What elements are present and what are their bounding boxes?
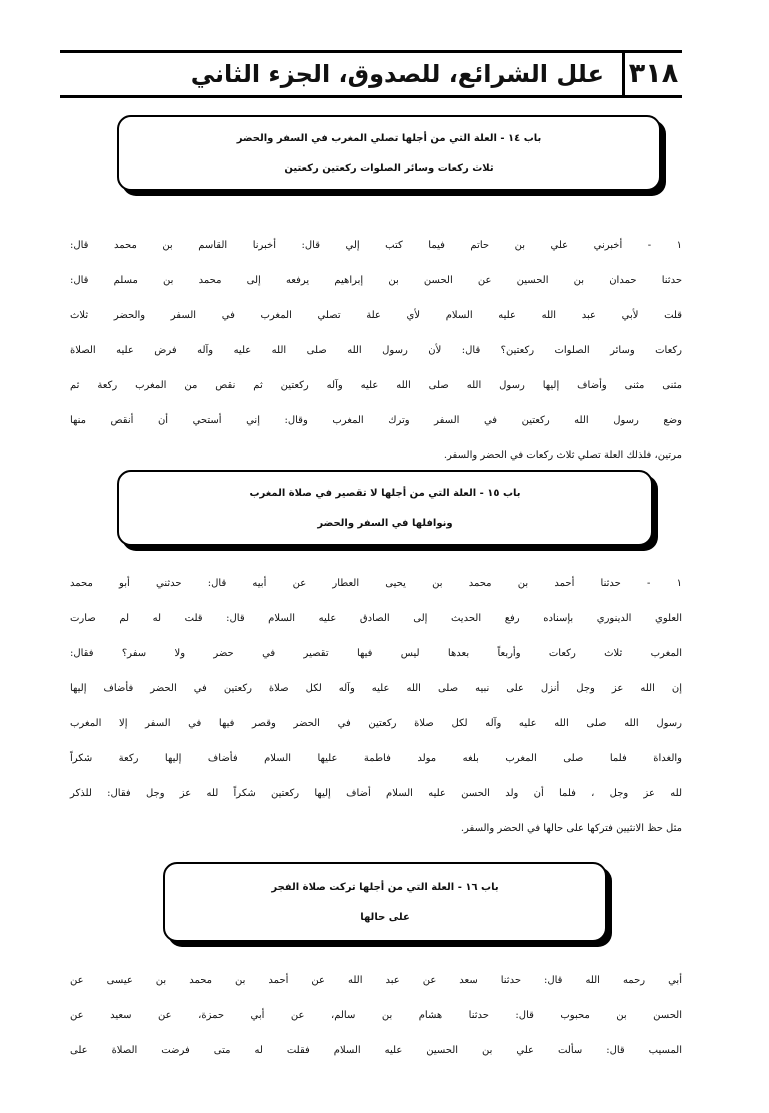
text-line: مرتين، فلذلك العلة تصلي ثلاث ركعات في الحضر والسفر. bbox=[443, 450, 682, 461]
chapter-16-text bbox=[70, 963, 682, 1068]
book-title: علل الشرائع، للصدوق، الجزء الثاني bbox=[190, 60, 604, 88]
page-number: ٣١٨ bbox=[622, 53, 682, 95]
text-line: المغرب ثلاث ركعات وأربعاً بعدها ليس فيها تقصير في حضر ولا سفر؟ فقال: bbox=[70, 648, 682, 659]
chapter-15-title-line-1: باب ١٥ - العلة التي من أجلها لا تقصير في صلاة المغرب bbox=[249, 488, 521, 499]
text-line: مثنى مثنى وأضاف إليها رسول الله صلى الله عليه وآله ركعتين ثم نقص من المغرب ركعة ثم bbox=[70, 380, 682, 391]
chapter-15-text bbox=[70, 566, 682, 846]
text-line: العلوي الدينوري بإسناده رفع الحديث إلى الصادق عليه السلام قال: قلت له لم صارت bbox=[70, 613, 682, 624]
text-line: إن الله عز وجل أنزل على نبيه صلى الله عليه وآله لكل صلاة ركعتين في الحضر فأضاف إليها bbox=[70, 683, 682, 694]
chapter-14-heading bbox=[117, 115, 661, 191]
text-line: المسيب قال: سألت علي بن الحسين عليه السلام فقلت له متى فرضت الصلاة على bbox=[70, 1045, 682, 1056]
text-line: ١ - حدثنا أحمد بن محمد بن يحيى العطار عن أبيه قال: حدثني أبو محمد bbox=[70, 578, 682, 589]
page-header bbox=[60, 50, 682, 98]
text-line: ركعات وسائر الصلوات ركعتين؟ قال: لأن رسول الله صلى الله عليه وآله فرض عليه الصلاة bbox=[70, 345, 682, 356]
chapter-16-heading bbox=[163, 862, 607, 942]
text-line: الحسن بن محبوب قال: حدثنا هشام بن سالم، عن أبي حمزة، عن سعيد عن bbox=[70, 1010, 682, 1021]
chapter-14-title-line-2: ثلاث ركعات وسائر الصلوات ركعتين ركعتين bbox=[284, 163, 494, 174]
text-line: وضع رسول الله ركعتين في السفر وترك المغرب وقال: إني أستحي أن أنقص منها bbox=[70, 415, 682, 426]
text-line: رسول الله صلى الله عليه وآله لكل صلاة ركعتين في الحضر وقصر فيها في السفر إلا المغرب bbox=[70, 718, 682, 729]
chapter-16-title-line-2: على حالها bbox=[360, 912, 410, 923]
text-line: والغداة فلما صلى المغرب بلغه مولد فاطمة عليها السلام فأضاف إليها ركعة شكراً bbox=[70, 753, 682, 764]
chapter-14-title-line-1: باب ١٤ - العلة التي من أجلها تصلي المغرب في السفر والحضر bbox=[236, 133, 542, 144]
text-line: ١ - أخبرني علي بن حاتم فيما كتب إلي قال: أخبرنا القاسم بن محمد قال: bbox=[70, 240, 682, 251]
text-line: لله عز وجل ، فلما أن ولد الحسن عليه السلام أضاف إليها ركعتين شكراً لله عز وجل فقال: للذكر bbox=[70, 788, 682, 799]
text-line: قلت لأبي عبد الله عليه السلام لأي علة تصلي المغرب في السفر والحضر ثلاث bbox=[70, 310, 682, 321]
chapter-16-title-line-1: باب ١٦ - العلة التي من أجلها تركت صلاة الفجر bbox=[271, 882, 499, 893]
text-line: حدثنا حمدان بن الحسين عن الحسن بن إبراهيم يرفعه إلى محمد بن مسلم قال: bbox=[70, 275, 682, 286]
chapter-15-heading bbox=[117, 470, 653, 546]
chapter-15-title-line-2: ونوافلها في السفر والحضر bbox=[317, 518, 453, 529]
text-line: مثل حظ الانثيين فتركها على حالها في الحضر والسفر. bbox=[460, 823, 682, 834]
chapter-14-text bbox=[70, 228, 682, 473]
text-line: أبي رحمه الله قال: حدثنا سعد عن عبد الله عن أحمد بن محمد بن عيسى عن bbox=[70, 975, 682, 986]
